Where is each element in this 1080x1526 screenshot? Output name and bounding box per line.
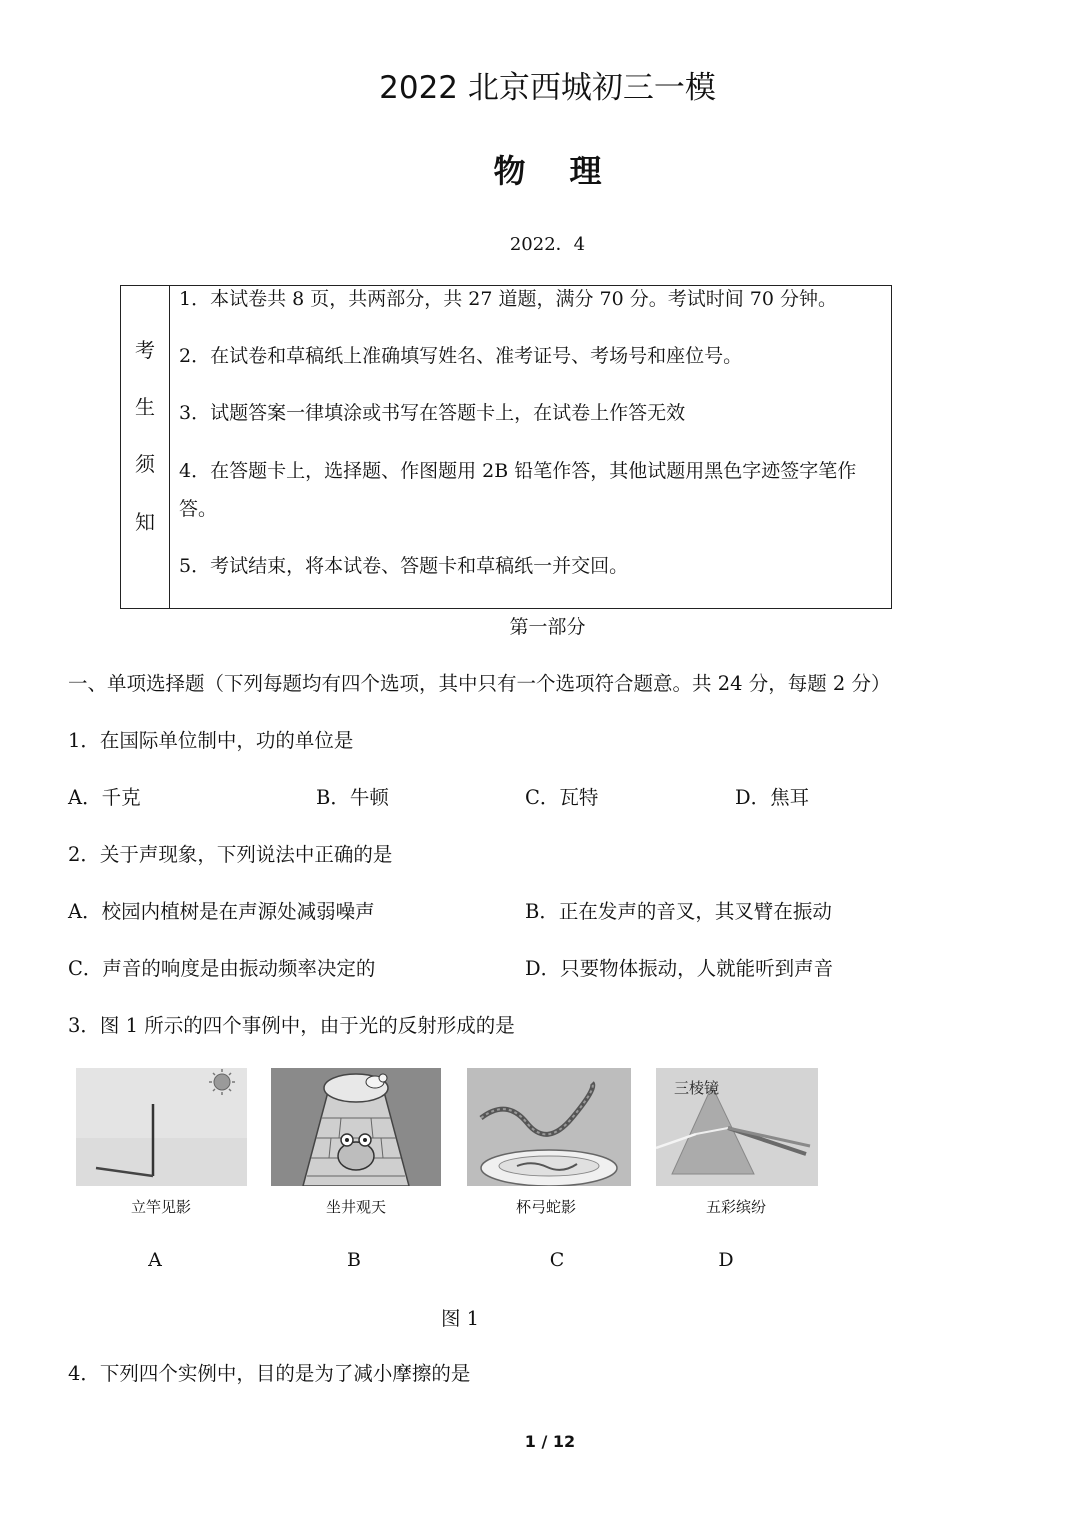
figure-caption-b: 坐井观天	[325, 1198, 386, 1216]
notice-item: 2．在试卷和草稿纸上准确填写姓名、准考证号、考场号和座位号。	[179, 345, 743, 367]
q1-option-b: B．牛顿	[316, 786, 389, 809]
notice-item: 答。	[179, 498, 218, 520]
figure-bow-snake-image	[467, 1068, 631, 1186]
part-heading: 第一部分	[509, 616, 586, 638]
notice-item: 1．本试卷共 8 页，共两部分，共 27 道题，满分 70 分。考试时间 70 分钟。	[179, 288, 838, 310]
notice-side-char: 须	[135, 452, 155, 476]
q1-option-d: D．焦耳	[735, 786, 810, 809]
figure-pole-shadow-image	[76, 1068, 247, 1186]
exam-date: 2022．4	[509, 234, 586, 255]
notice-side-char: 考	[135, 338, 155, 362]
q2-option-c: C．声音的响度是由振动频率决定的	[68, 957, 376, 980]
notice-side-char: 知	[135, 510, 155, 534]
figure-caption-c: 杯弓蛇影	[515, 1198, 576, 1216]
q1-option-a: A．千克	[68, 786, 141, 809]
figure-frog-well-image	[271, 1068, 441, 1186]
question-3-stem: 3．图 1 所示的四个事例中，由于光的反射形成的是	[68, 1014, 515, 1037]
notice-item: 4．在答题卡上，选择题、作图题用 2B 铅笔作答，其他试题用黑色字迹签字笔作	[179, 460, 857, 482]
notice-side-label	[121, 286, 170, 608]
figure-label: 图 1	[440, 1307, 480, 1330]
q2-option-a: A．校园内植树是在声源处减弱噪声	[68, 900, 375, 923]
notice-item: 5．考试结束，将本试卷、答题卡和草稿纸一并交回。	[179, 555, 629, 577]
document-title: 2022 北京西城初三一模	[379, 70, 716, 106]
question-4-stem: 4．下列四个实例中，目的是为了减小摩擦的是	[68, 1362, 471, 1385]
page-number: 1 / 12	[524, 1432, 576, 1451]
q2-option-d: D．只要物体振动，人就能听到声音	[525, 957, 834, 980]
subject-title: 物理	[493, 152, 646, 190]
q1-option-c: C．瓦特	[525, 786, 599, 809]
figure-prism-image	[656, 1068, 818, 1186]
notice-side-char: 生	[135, 395, 155, 419]
figure-letter-c: C	[549, 1249, 565, 1271]
q2-option-b: B．正在发声的音叉，其叉臂在振动	[525, 900, 832, 923]
notice-item: 3．试题答案一律填涂或书写在答题卡上，在试卷上作答无效	[179, 402, 686, 424]
prism-label: 三棱镜	[674, 1079, 720, 1097]
figure-caption-d: 五彩缤纷	[705, 1198, 766, 1216]
question-2-stem: 2．关于声现象，下列说法中正确的是	[68, 843, 393, 866]
figure-letter-b: B	[347, 1249, 361, 1271]
figure-letter-d: D	[718, 1249, 734, 1271]
section-heading: 一、单项选择题（下列每题均有四个选项，其中只有一个选项符合题意。共 24 分，每题 2 分）	[68, 672, 891, 695]
candidate-notice-box	[120, 285, 892, 609]
question-1-stem: 1．在国际单位制中，功的单位是	[68, 729, 354, 752]
figure-letter-a: A	[148, 1249, 162, 1271]
figure-caption-a: 立竿见影	[130, 1198, 191, 1216]
